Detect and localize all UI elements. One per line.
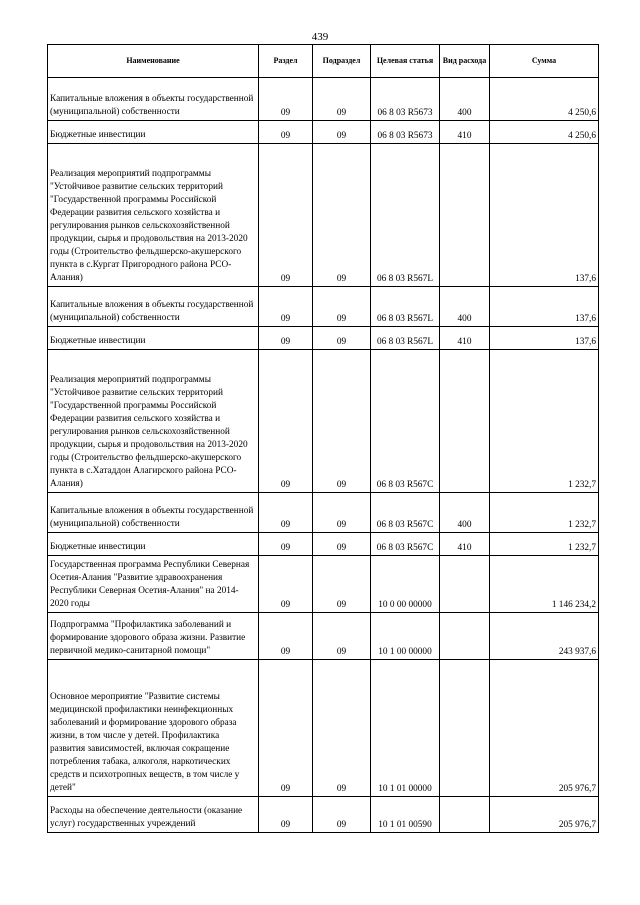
cell-target: 06 8 03 R567C <box>371 533 440 556</box>
table-row <box>48 797 599 833</box>
cell-target: 06 8 03 R567C <box>371 493 440 533</box>
table-header-row <box>48 45 599 78</box>
cell-expense-type <box>440 797 490 833</box>
table-row <box>48 121 599 144</box>
cell-name-text: Реализация мероприятий подпрограммы "Устойчивое развитие сельских территорий "Государственной программы Российской Федерации развития сельского хозяйства и регулирования рынков сельскохозяйственной продукции, сырья и продовольствия на 2013-2020 годы (Строительство фельдшерско-акушерского пункта в с.Кургат Пригородного района РСО-Алания) <box>50 169 248 283</box>
cell-name-text: Государственная программа Республики Северная Осетия-Алания "Развитие здравоохранения Республики Северная Осетия-Алания" на 2014-2020 годы <box>50 560 250 609</box>
cell-expense-type <box>440 556 490 613</box>
cell-amount: 1 232,7 <box>490 493 599 533</box>
cell-name-text: Подпрограмма "Профилактика заболеваний и формирование здорового образа жизни. Развитие первичной медико-санитарной помощи" <box>50 620 246 656</box>
cell-name-text: Бюджетные инвестиции <box>50 336 146 346</box>
cell-subsection: 09 <box>313 493 371 533</box>
cell-target: 10 0 00 00000 <box>371 556 440 613</box>
cell-name <box>48 533 259 556</box>
cell-section: 09 <box>259 327 313 350</box>
cell-name-text: Расходы на обеспечение деятельности (оказание услуг) государственных учреждений <box>50 806 243 829</box>
budget-table <box>47 44 599 833</box>
cell-name-text: Реализация мероприятий подпрограммы "Устойчивое развитие сельских территорий "Государственной программы Российской Федерации развития сельского хозяйства и регулирования рынков сельскохозяйственной продукции, сырья и продовольствия на 2013-2020 годы (Строительство фельдшерско-акушерского пункта в с.Хатаддон Алагирского района РСО-Алания) <box>50 375 248 489</box>
cell-subsection: 09 <box>313 78 371 121</box>
cell-target: 10 1 01 00000 <box>371 660 440 797</box>
cell-name-text: Капитальные вложения в объекты государственной (муниципальной) собственности <box>50 506 254 529</box>
table-row <box>48 287 599 327</box>
header-amount: Сумма <box>490 45 599 78</box>
table-row <box>48 613 599 660</box>
cell-expense-type: 410 <box>440 533 490 556</box>
header-target: Целевая статья <box>371 45 440 78</box>
cell-amount: 4 250,6 <box>490 78 599 121</box>
cell-name <box>48 327 259 350</box>
cell-section: 09 <box>259 556 313 613</box>
cell-subsection: 09 <box>313 144 371 287</box>
cell-name <box>48 144 259 287</box>
table-row <box>48 660 599 797</box>
table-row <box>48 327 599 350</box>
cell-target: 06 8 03 R567L <box>371 287 440 327</box>
cell-amount: 1 232,7 <box>490 350 599 493</box>
cell-section: 09 <box>259 350 313 493</box>
cell-expense-type: 400 <box>440 287 490 327</box>
cell-section: 09 <box>259 144 313 287</box>
cell-name <box>48 797 259 833</box>
cell-amount: 137,6 <box>490 144 599 287</box>
table-row <box>48 350 599 493</box>
header-subsection: Подраздел <box>313 45 371 78</box>
table-row <box>48 556 599 613</box>
table-row <box>48 144 599 287</box>
cell-subsection: 09 <box>313 327 371 350</box>
cell-name-text: Капитальные вложения в объекты государственной (муниципальной) собственности <box>50 94 254 117</box>
table-row <box>48 78 599 121</box>
cell-section: 09 <box>259 797 313 833</box>
header-section: Раздел <box>259 45 313 78</box>
cell-amount: 205 976,7 <box>490 797 599 833</box>
cell-name-text: Бюджетные инвестиции <box>50 130 146 140</box>
cell-section: 09 <box>259 287 313 327</box>
cell-expense-type <box>440 613 490 660</box>
cell-section: 09 <box>259 121 313 144</box>
cell-amount: 137,6 <box>490 327 599 350</box>
cell-target: 10 1 01 00590 <box>371 797 440 833</box>
cell-name <box>48 556 259 613</box>
cell-expense-type: 410 <box>440 121 490 144</box>
cell-target: 06 8 03 R5673 <box>371 78 440 121</box>
cell-expense-type: 400 <box>440 493 490 533</box>
header-name: Наименование <box>48 45 259 78</box>
cell-amount: 243 937,6 <box>490 613 599 660</box>
cell-name-text: Основное мероприятие "Развитие системы медицинской профилактики неинфекционных заболеваний и формирование здорового образа жизни, в том числе у детей. Профилактика развития зависимостей, включая сокращение потребления табака, алкоголя, наркотических средств и психотропных веществ, в том числе у детей" <box>50 692 240 793</box>
cell-target: 06 8 03 R5673 <box>371 121 440 144</box>
cell-section: 09 <box>259 533 313 556</box>
cell-amount: 4 250,6 <box>490 121 599 144</box>
cell-subsection: 09 <box>313 350 371 493</box>
cell-expense-type: 400 <box>440 78 490 121</box>
cell-expense-type <box>440 350 490 493</box>
table-row <box>48 493 599 533</box>
cell-name <box>48 493 259 533</box>
cell-name-text: Капитальные вложения в объекты государственной (муниципальной) собственности <box>50 300 254 323</box>
cell-subsection: 09 <box>313 556 371 613</box>
cell-name <box>48 660 259 797</box>
cell-target: 06 8 03 R567C <box>371 350 440 493</box>
cell-target: 06 8 03 R567L <box>371 327 440 350</box>
cell-name <box>48 613 259 660</box>
cell-subsection: 09 <box>313 797 371 833</box>
cell-subsection: 09 <box>313 287 371 327</box>
cell-amount: 1 232,7 <box>490 533 599 556</box>
cell-name <box>48 350 259 493</box>
cell-expense-type <box>440 660 490 797</box>
cell-expense-type: 410 <box>440 327 490 350</box>
cell-name <box>48 78 259 121</box>
cell-expense-type <box>440 144 490 287</box>
cell-section: 09 <box>259 613 313 660</box>
cell-subsection: 09 <box>313 613 371 660</box>
header-expense-type: Вид расхода <box>440 45 490 78</box>
cell-section: 09 <box>259 493 313 533</box>
cell-subsection: 09 <box>313 660 371 797</box>
cell-name-text: Бюджетные инвестиции <box>50 542 146 552</box>
cell-section: 09 <box>259 78 313 121</box>
table-row <box>48 533 599 556</box>
page-number: 439 <box>311 31 329 43</box>
cell-amount: 137,6 <box>490 287 599 327</box>
cell-name <box>48 121 259 144</box>
cell-name <box>48 287 259 327</box>
cell-target: 10 1 00 00000 <box>371 613 440 660</box>
cell-amount: 205 976,7 <box>490 660 599 797</box>
cell-target: 06 8 03 R567L <box>371 144 440 287</box>
cell-subsection: 09 <box>313 121 371 144</box>
cell-section: 09 <box>259 660 313 797</box>
cell-subsection: 09 <box>313 533 371 556</box>
cell-amount: 1 146 234,2 <box>490 556 599 613</box>
